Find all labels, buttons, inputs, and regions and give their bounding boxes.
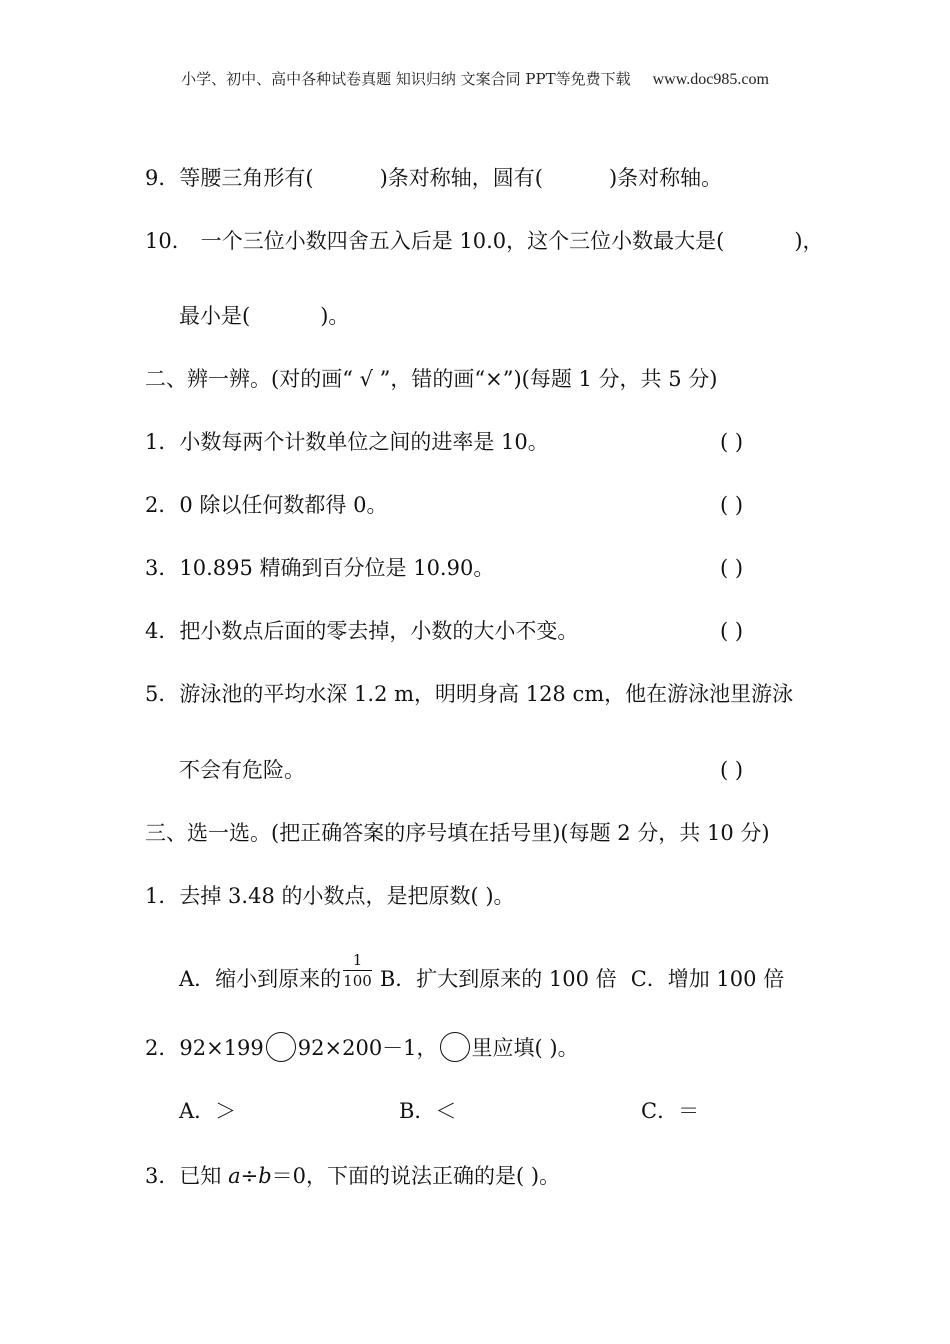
variable-b: b xyxy=(258,1164,272,1188)
question-10-line-2 xyxy=(179,302,349,330)
compare-circle-icon xyxy=(440,1032,470,1062)
question-text: 把小数点后面的零去掉，小数的大小不变。 xyxy=(179,619,579,643)
question-text: 去掉 3.48 的小数点，是把原数( )。 xyxy=(179,884,515,908)
judge-item-3 xyxy=(145,554,494,582)
question-9 xyxy=(145,164,722,192)
fraction xyxy=(343,952,372,989)
answer-paren[interactable]: ( ) xyxy=(720,430,744,454)
operator: ÷ xyxy=(240,1164,259,1188)
question-number: 3． xyxy=(145,556,180,580)
question-number: 2． xyxy=(145,1036,180,1060)
expression-left: 92×199 xyxy=(179,1036,264,1060)
question-text: 最小是( xyxy=(179,304,251,328)
option-b[interactable]: B．扩大到原来的 100 倍 xyxy=(379,967,617,991)
question-number: 1． xyxy=(145,884,180,908)
question-text: 里应填( )。 xyxy=(471,1036,579,1060)
answer-paren[interactable]: ( ) xyxy=(720,493,744,517)
judge-item-5-line-2: 不会有危险。 xyxy=(179,758,305,782)
question-10 xyxy=(145,227,824,255)
variable-a: a xyxy=(228,1164,241,1188)
question-number: 10． xyxy=(145,229,193,253)
answer-paren[interactable]: ( ) xyxy=(720,556,744,580)
option-c[interactable]: C．＝ xyxy=(641,1099,700,1123)
option-a[interactable]: A．＞ xyxy=(179,1099,237,1123)
judge-item-1 xyxy=(145,428,549,456)
question-text: )条对称轴，圆有( xyxy=(379,166,543,190)
question-text: ＝0，下面的说法正确的是( )。 xyxy=(271,1164,561,1188)
question-text: 等腰三角形有( xyxy=(179,166,314,190)
answer-paren[interactable]: ( ) xyxy=(720,758,744,782)
question-number: 2． xyxy=(145,493,180,517)
question-number: 1． xyxy=(145,430,180,454)
fraction-denominator: 100 xyxy=(343,972,372,990)
header-text: 小学、初中、高中各种试卷真题 知识归纳 文案合同 PPT等免费下载 xyxy=(181,70,631,88)
choose-item-3 xyxy=(145,1162,560,1190)
question-text: 游泳池的平均水深 1.2 m，明明身高 128 cm，他在游泳池里游泳 xyxy=(179,682,794,706)
judge-item-2 xyxy=(145,491,387,519)
question-text: 0 除以任何数都得 0。 xyxy=(179,493,388,517)
choose-item-2 xyxy=(145,1034,579,1065)
question-text: )， xyxy=(794,229,824,253)
judge-item-4 xyxy=(145,617,578,645)
question-text: 10.895 精确到百分位是 10.90。 xyxy=(179,556,495,580)
question-number: 3． xyxy=(145,1164,180,1188)
option-a[interactable]: A．缩小到原来的 xyxy=(179,967,342,991)
question-text: 一个三位小数四舍五入后是 10.0，这个三位小数最大是( xyxy=(200,229,725,253)
question-number: 9． xyxy=(145,166,180,190)
section-title-choose: 三、选一选。(把正确答案的序号填在括号里)(每题 2 分，共 10 分) xyxy=(145,821,770,845)
section-title-judge: 二、辨一辨。(对的画“ √ ”，错的画“×”)(每题 1 分，共 5 分) xyxy=(145,367,718,391)
expression-right: 92×200－1， xyxy=(297,1036,438,1060)
question-text: )条对称轴。 xyxy=(608,166,723,190)
question-number: 5． xyxy=(145,682,180,706)
header-url[interactable]: www.doc985.com xyxy=(652,71,769,88)
compare-circle[interactable] xyxy=(266,1032,296,1062)
question-text: 小数每两个计数单位之间的进率是 10。 xyxy=(179,430,549,454)
question-text: )。 xyxy=(320,304,350,328)
question-number: 4． xyxy=(145,619,180,643)
page-header xyxy=(0,68,950,89)
option-c[interactable]: C．增加 100 倍 xyxy=(630,967,785,991)
answer-paren[interactable]: ( ) xyxy=(720,619,744,643)
option-b[interactable]: B．＜ xyxy=(399,1099,457,1123)
judge-item-5 xyxy=(145,680,793,708)
choose-item-1-options xyxy=(179,951,785,999)
fraction-numerator: 1 xyxy=(343,952,372,971)
choose-item-1 xyxy=(145,882,515,910)
question-text: 已知 xyxy=(179,1164,229,1188)
